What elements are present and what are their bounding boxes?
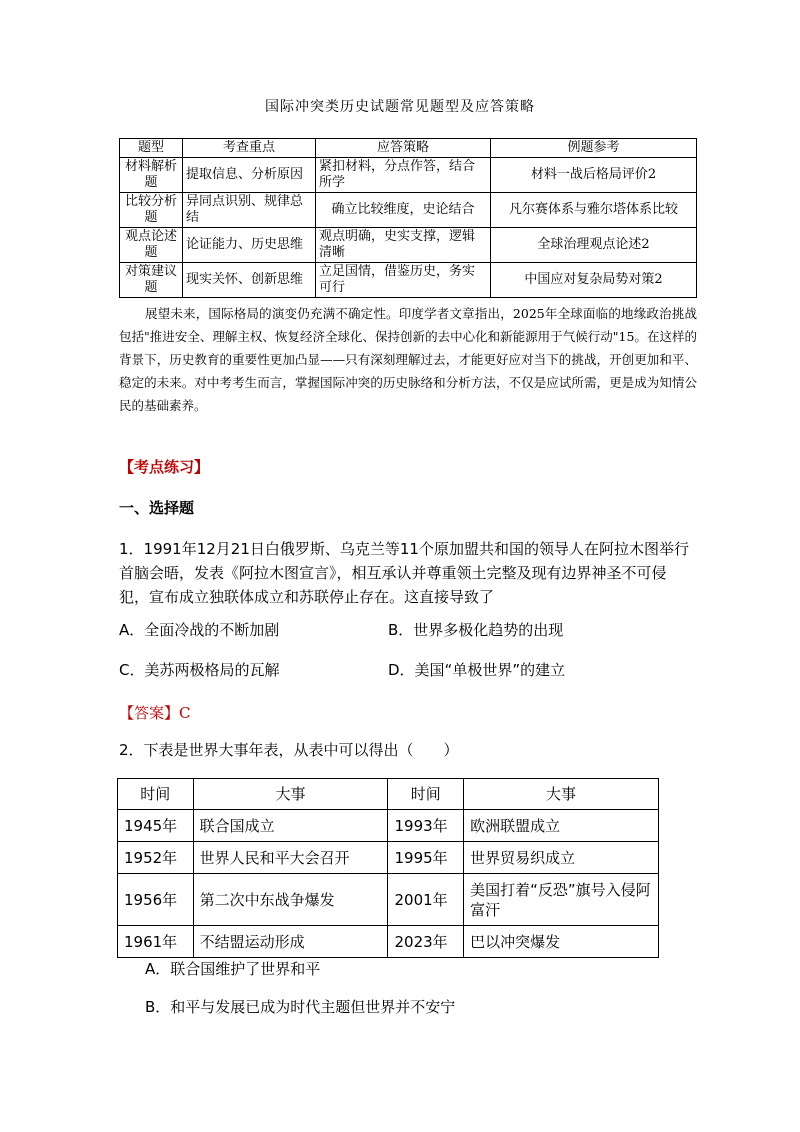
table-cell: 材料解析题: [120, 158, 183, 193]
table-cell: 联合国成立: [193, 810, 388, 842]
table-cell: 立足国情，借鉴历史，务实可行: [316, 263, 491, 298]
header-cell: 时间: [118, 779, 194, 810]
table-row: [118, 874, 659, 926]
table-cell: 1993年: [388, 810, 464, 842]
table-cell: 1945年: [118, 810, 194, 842]
question-1-text: 1．1991年12月21日白俄罗斯、乌克兰等11个原加盟共和国的领导人在阿拉木图举行首脑会晤，发表《阿拉木图宣言》，相互承认并尊重领土完整及现有边界神圣不可侵犯，宣布成立独联体成立和苏联停止存在。这直接导致了: [119, 540, 689, 606]
table-header-row: [120, 139, 697, 158]
table-cell: 全球治理观点论述2: [491, 228, 697, 263]
table-cell: 2023年: [388, 926, 464, 958]
practice-heading: 【考点练习】: [119, 458, 210, 476]
q1-option-a: A．全面冷战的不断加剧: [119, 621, 280, 639]
table-cell: 异同点识别、规律总结: [183, 193, 316, 228]
table-cell: 欧洲联盟成立: [464, 810, 659, 842]
table-cell: 美国打着“反恐”旗号入侵阿富汗: [464, 874, 659, 926]
table-cell: 1961年: [118, 926, 194, 958]
header-cell: 题型: [120, 139, 183, 158]
table-cell: 确立比较维度，史论结合: [316, 193, 491, 228]
table-cell: 紧扣材料，分点作答，结合所学: [316, 158, 491, 193]
table-row: [120, 228, 697, 263]
q1-option-d: D．美国“单极世界”的建立: [388, 661, 566, 679]
header-cell: 时间: [388, 779, 464, 810]
table-cell: 1956年: [118, 874, 194, 926]
table-cell: 对策建议题: [120, 263, 183, 298]
table-cell: 中国应对复杂局势对策2: [491, 263, 697, 298]
q1-option-b: B．世界多极化趋势的出现: [388, 621, 564, 639]
page-title: 国际冲突类历史试题常见题型及应答策略: [265, 99, 535, 115]
table-cell: 材料一战后格局评价2: [491, 158, 697, 193]
header-cell: 大事: [193, 779, 388, 810]
table-cell: 提取信息、分析原因: [183, 158, 316, 193]
table-cell: 凡尔赛体系与雅尔塔体系比较: [491, 193, 697, 228]
table-cell: 世界贸易织成立: [464, 842, 659, 874]
table-cell: 第二次中东战争爆发: [193, 874, 388, 926]
answer-label: 【答案】: [119, 704, 180, 722]
table-cell: 论证能力、历史思维: [183, 228, 316, 263]
q2-option-b: B．和平与发展已成为时代主题但世界并不安宁: [145, 998, 456, 1016]
table-cell: 1995年: [388, 842, 464, 874]
q2-option-a: A．联合国维护了世界和平: [145, 960, 321, 978]
table-row: [118, 842, 659, 874]
question-type-table: [119, 138, 697, 298]
header-cell: 大事: [464, 779, 659, 810]
table-cell: 现实关怀、创新思维: [183, 263, 316, 298]
table-row: [120, 263, 697, 298]
table-cell: 世界人民和平大会召开: [193, 842, 388, 874]
q1-option-c: C．美苏两极格局的瓦解: [119, 661, 280, 679]
table-cell: 巴以冲突爆发: [464, 926, 659, 958]
table-cell: 2001年: [388, 874, 464, 926]
table-cell: 比较分析题: [120, 193, 183, 228]
table-header-row: [118, 779, 659, 810]
table-row: [120, 193, 697, 228]
table-row: [118, 810, 659, 842]
answer-value: C: [179, 704, 191, 722]
table-cell: 不结盟运动形成: [193, 926, 388, 958]
table-cell: 1952年: [118, 842, 194, 874]
header-cell: 应答策略: [316, 139, 491, 158]
table-row: [120, 158, 697, 193]
outlook-paragraph: 展望未来，国际格局的演变仍充满不确定性。印度学者文章指出，2025年全球面临的地缘政治挑战包括"推进安全、理解主权、恢复经济全球化、保持创新的去中心化和新能源用于气候行动"15。在这样的背景下，历史教育的重要性更加凸显——只有深刻理解过去，才能更好应对当下的挑战，开创更加和平、稳定的未来。对中考考生而言，掌握国际冲突的历史脉络和分析方法，不仅是应试所需，更是成为知情公民的基础素养。: [119, 306, 697, 413]
events-table: [117, 778, 659, 958]
table-cell: 观点明确，史实支撑，逻辑清晰: [316, 228, 491, 263]
header-cell: 考查重点: [183, 139, 316, 158]
q1-answer: [119, 702, 191, 723]
table-row: [118, 926, 659, 958]
table-cell: 观点论述题: [120, 228, 183, 263]
section-heading: 一、选择题: [119, 499, 195, 517]
header-cell: 例题参考: [491, 139, 697, 158]
question-2-text: 2．下表是世界大事年表，从表中可以得出（ ）: [119, 741, 459, 759]
